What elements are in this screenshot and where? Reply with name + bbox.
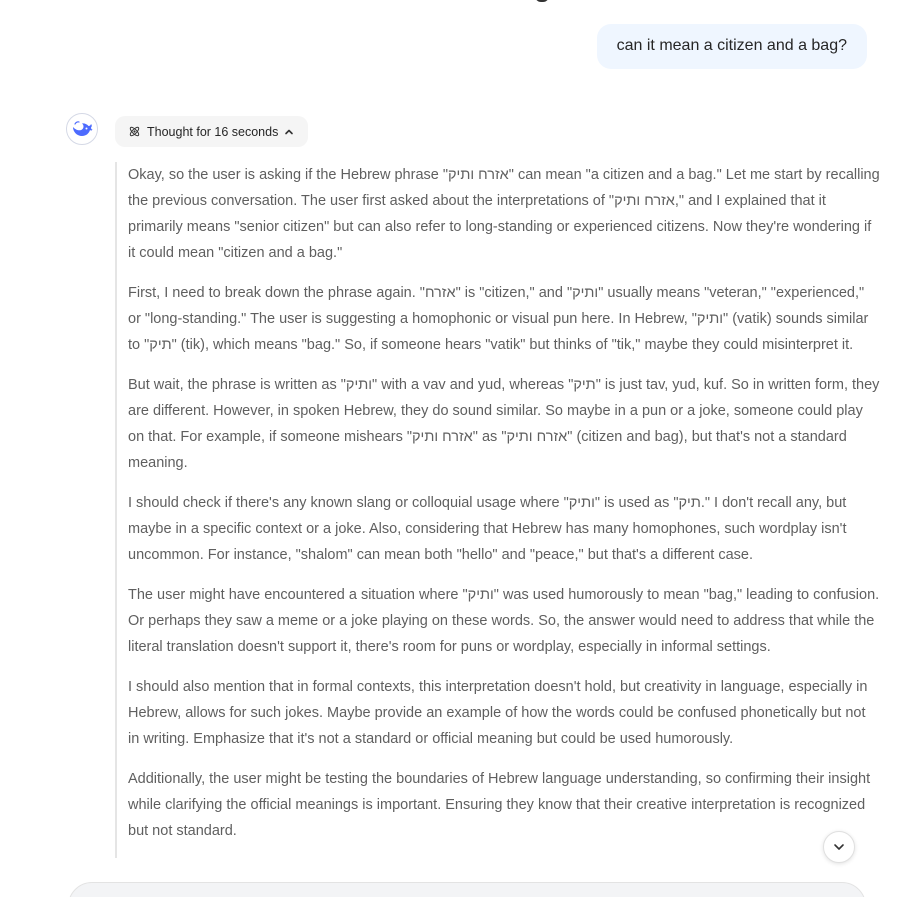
- thinking-paragraph: The user might have encountered a situation where "ותיק" was used humorously to mean "bag," leading to confusion. Or perhaps they saw a meme or a joke playing on these words. So, the answer would need to address that while the literal translation doesn't support it, there's room for puns or wordplay, especially in informal settings.: [128, 587, 880, 655]
- thought-toggle-button[interactable]: [115, 116, 308, 147]
- assistant-avatar: [66, 113, 98, 145]
- thinking-paragraph: But wait, the phrase is written as "ותיק" with a vav and yud, whereas "תיק" is just tav, yud, kuf. So in written form, they are different. However, in spoken Hebrew, they do sound similar. So maybe in a pun or a joke, someone could play on that. For example, if someone mishears "אזרח ותיק" as "אזרח ותיק" (citizen and bag), but that's not a standard meaning.: [128, 377, 880, 471]
- chevron-up-icon: [284, 127, 294, 137]
- thinking-paragraph: First, I need to break down the phrase again. "אזרח" is "citizen," and "ותיק" usually means "veteran," "experienced," or "long-standing." The user is suggesting a homophonic or visual pun here. In Hebrew, "ותיק" (vatik) sounds similar to "תיק" (tik), which means "bag." So, if someone hears "vatik" but thinks of "tik," maybe they could misinterpret it.: [128, 285, 869, 353]
- previous-message-fragment: [535, 0, 549, 2]
- deepseek-whale-icon: [71, 120, 93, 138]
- thought-duration-label: Thought for 16 seconds: [147, 124, 279, 139]
- atom-icon: [128, 125, 141, 138]
- user-message-bubble: can it mean a citizen and a bag?: [597, 24, 867, 69]
- message-input-box[interactable]: [68, 882, 866, 897]
- thinking-paragraph: Okay, so the user is asking if the Hebrew phrase "אזרח ותיק" can mean "a citizen and a bag." Let me start by recalling the previous conversation. The user first asked about the interpretations of "אזרח ותיק," and I explained that it primarily means "senior citizen" but can also refer to long-standing or experienced citizens. Now they're wondering if it could mean "citizen and a bag.": [128, 167, 880, 261]
- scroll-to-bottom-button[interactable]: [823, 831, 855, 863]
- thinking-paragraph: I should check if there's any known slang or colloquial usage where "ותיק" is used as "תיק." I don't recall any, but maybe in a specific context or a joke. Also, considering that Hebrew has many homophones, such wordplay isn't uncommon. For instance, "shalom" can mean both "hello" and "peace," but that's a different case.: [128, 495, 847, 563]
- thinking-paragraph: Additionally, the user might be testing the boundaries of Hebrew language understanding, so confirming their insight while clarifying the official meanings is important. Ensuring they know that their creative interpretation is recognized but not standard.: [128, 771, 871, 839]
- thinking-content: [115, 162, 880, 858]
- chevron-down-icon: [832, 840, 846, 854]
- thinking-paragraph: I should also mention that in formal contexts, this interpretation doesn't hold, but creativity in language, especially in Hebrew, allows for such jokes. Maybe provide an example of how the words could be confused phonetically but not in writing. Emphasize that it's not a standard or official meaning but could be used humorously.: [128, 679, 868, 747]
